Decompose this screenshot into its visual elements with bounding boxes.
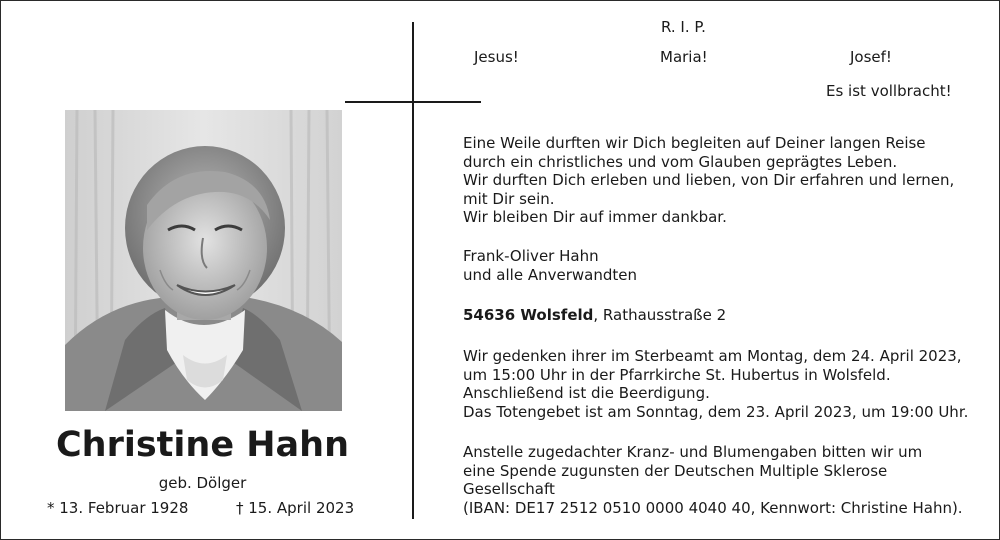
- deceased-name: Christine Hahn: [55, 425, 349, 465]
- address-street: , Rathausstraße 2: [593, 306, 727, 324]
- service-line: Das Totengebet ist am Sonntag, dem 23. April 2023, um 19:00 Uhr.: [463, 402, 969, 421]
- donation-line: Anstelle zugedachter Kranz- und Blumengaben bitten wir um: [463, 443, 923, 461]
- donation-line: Gesellschaft: [463, 480, 555, 498]
- address: [463, 306, 726, 325]
- mourners: [463, 247, 637, 284]
- donation-line: eine Spende zugunsten der Deutschen Multiple Sklerose: [463, 461, 888, 480]
- service-info: [463, 347, 968, 421]
- invocation-josef: Josef!: [850, 48, 892, 66]
- donation-line: (IBAN: DE17 2512 0510 0000 4040 40, Kennwort: Christine Hahn).: [463, 498, 963, 517]
- verse-line: mit Dir sein.: [463, 189, 555, 208]
- verse-line: Eine Weile durften wir Dich begleiten auf Deiner langen Reise: [463, 134, 926, 152]
- verse-line: Wir durften Dich erleben und lieben, von Dir erfahren und lernen,: [463, 171, 955, 189]
- address-place: 54636 Wolsfeld: [463, 306, 594, 324]
- invocation-jesus: Jesus!: [474, 48, 519, 66]
- service-line: Anschließend ist die Beerdigung.: [463, 384, 710, 402]
- verse-line: Wir bleiben Dir auf immer dankbar.: [463, 208, 727, 226]
- portrait-photo: [65, 110, 342, 411]
- cross-horizontal-beam: [345, 101, 481, 103]
- memorial-verse: [463, 134, 954, 227]
- service-line: um 15:00 Uhr in der Pfarrkirche St. Hubertus in Wolsfeld.: [463, 365, 891, 384]
- mourner-line: Frank-Oliver Hahn: [463, 247, 599, 265]
- invocation-maria: Maria!: [660, 48, 708, 66]
- rip-heading: R. I. P.: [661, 18, 706, 36]
- verse-line: durch ein christliches und vom Glauben geprägtes Leben.: [463, 152, 898, 171]
- mourner-line: und alle Anverwandten: [463, 265, 637, 284]
- donation-request: [463, 443, 963, 517]
- cross-vertical-beam: [412, 22, 414, 519]
- birth-date: * 13. Februar 1928: [47, 499, 189, 517]
- maiden-name: geb. Dölger: [158, 474, 247, 492]
- service-line: Wir gedenken ihrer im Sterbeamt am Montag, dem 24. April 2023,: [463, 347, 962, 365]
- closing-phrase: Es ist vollbracht!: [826, 82, 952, 100]
- death-date: † 15. April 2023: [236, 499, 355, 517]
- portrait-illustration: [65, 110, 342, 411]
